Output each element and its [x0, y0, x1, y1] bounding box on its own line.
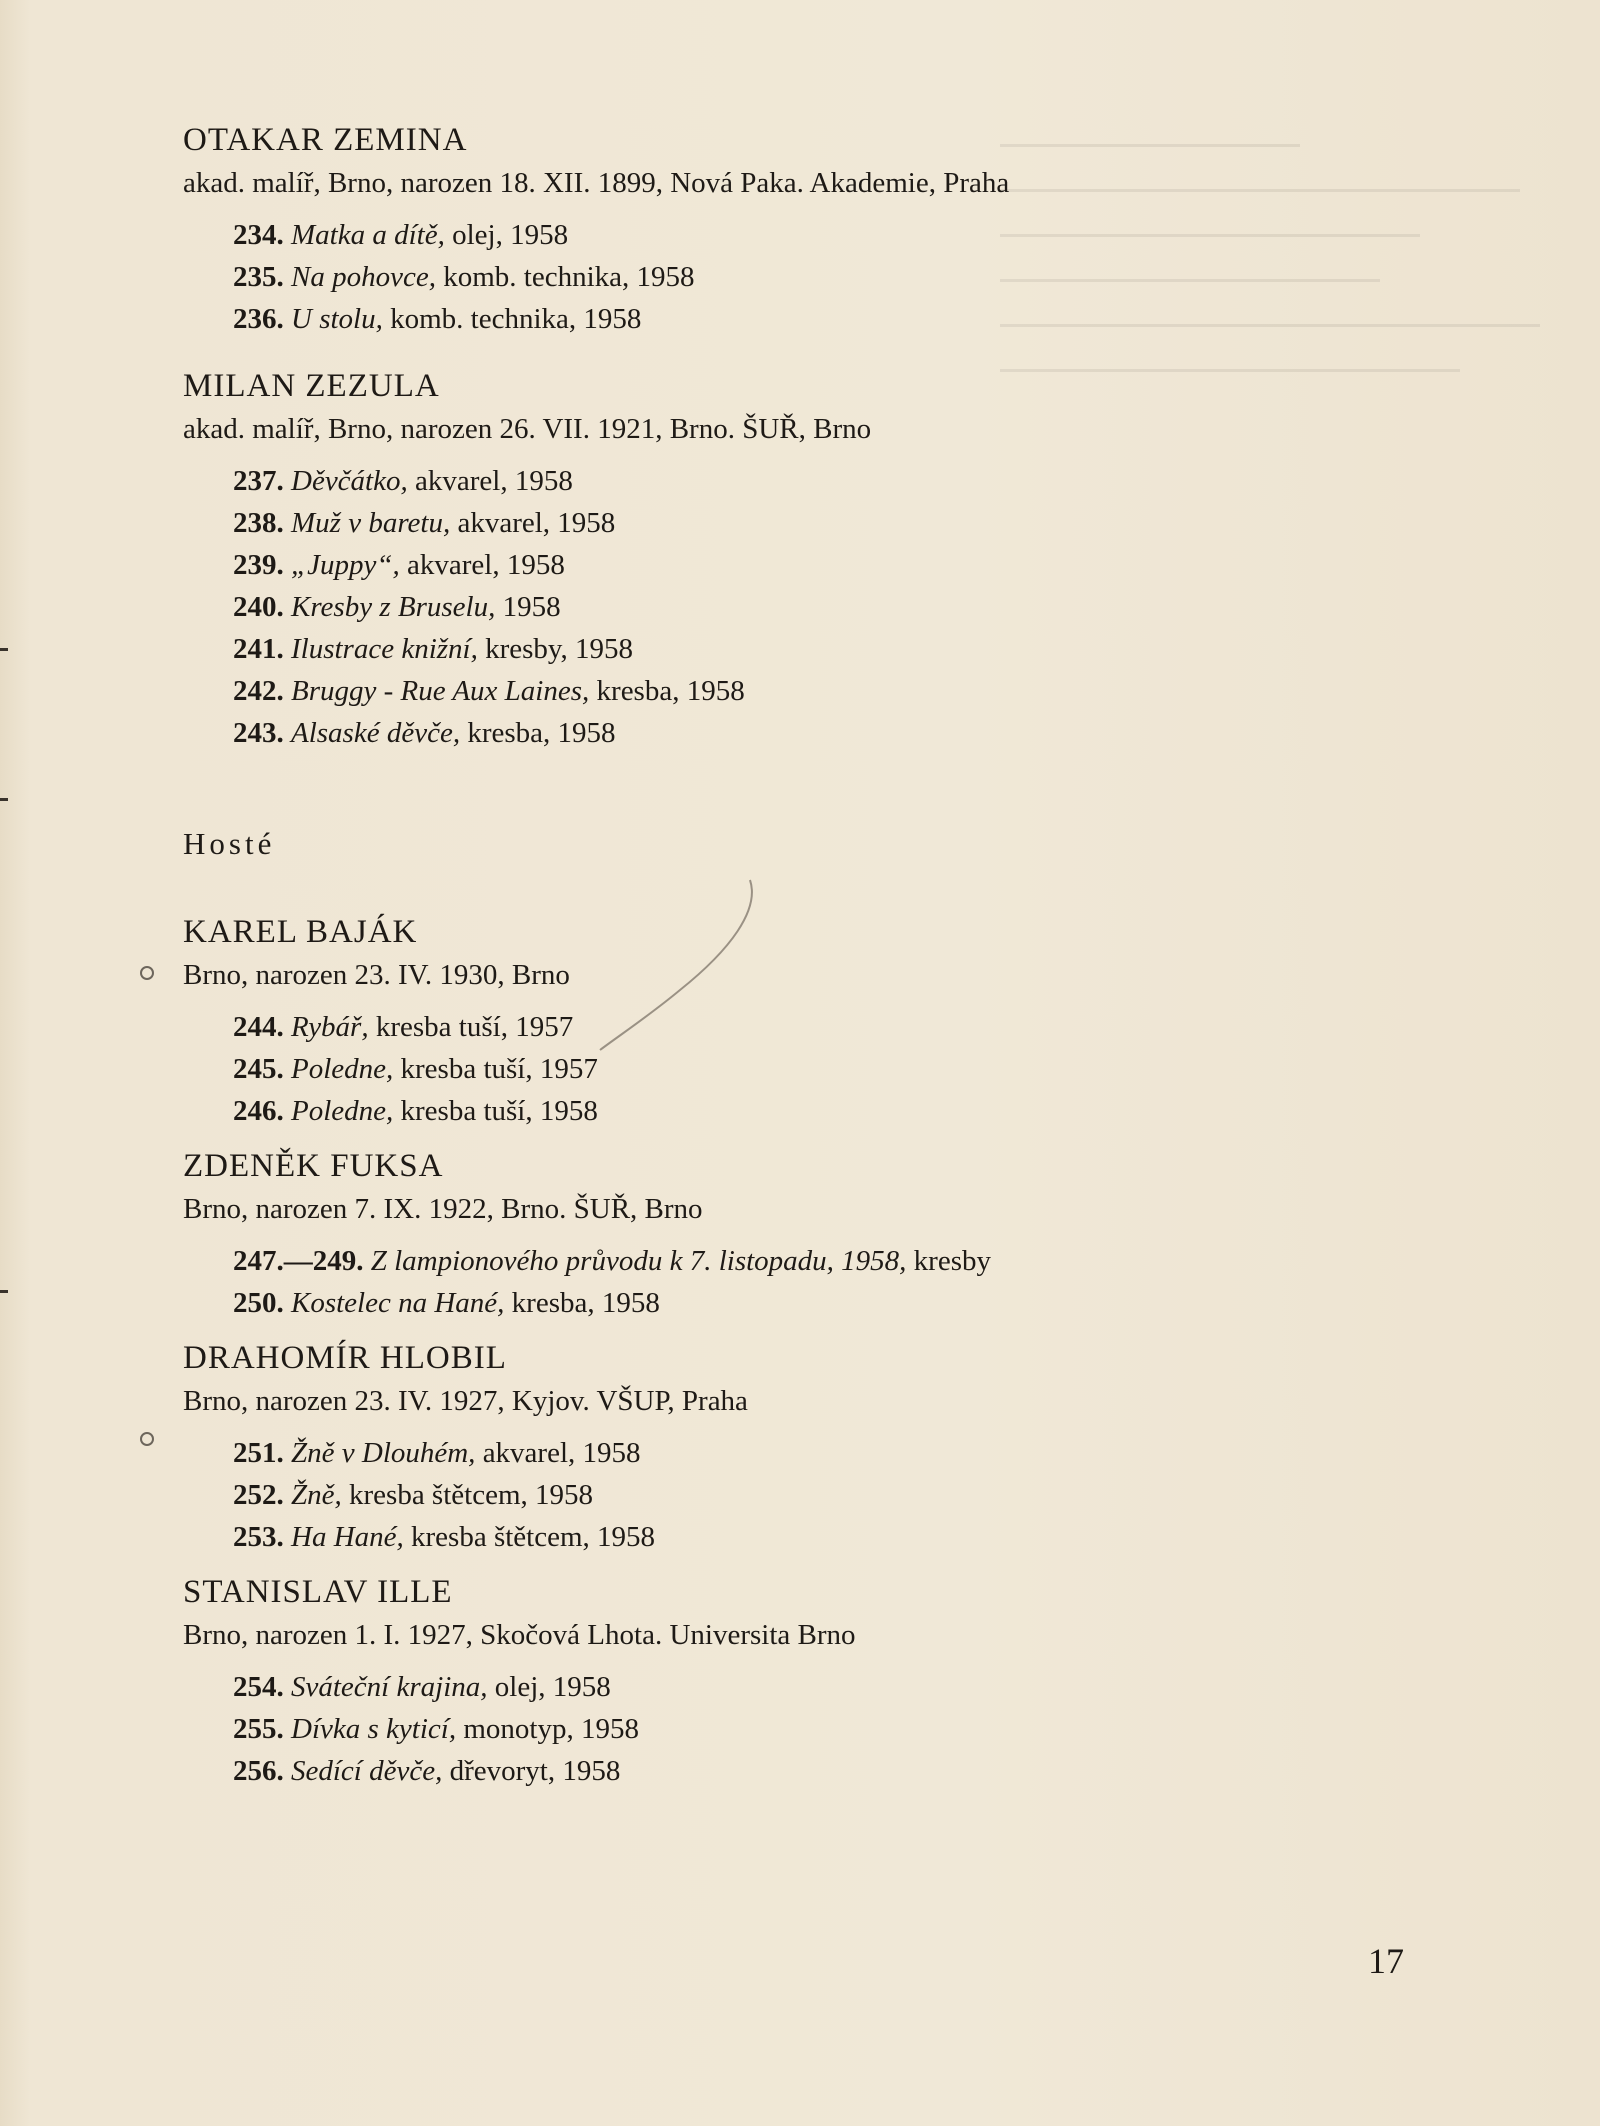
- artwork-item: 241. Ilustrace knižní, kresby, 1958: [233, 633, 634, 665]
- artwork-item: 243. Alsaské děvče, kresba, 1958: [233, 717, 616, 749]
- artwork-item: 246. Poledne, kresba tuší, 1958: [233, 1095, 598, 1127]
- artwork-item: 238. Muž v baretu, akvarel, 1958: [233, 507, 616, 539]
- artist-name: STANISLAV ILLE: [183, 1574, 453, 1610]
- artwork-item: 245. Poledne, kresba tuší, 1957: [233, 1053, 598, 1085]
- artwork-item: 239. „Juppy“, akvarel, 1958: [233, 549, 565, 581]
- artist-info: Brno, narozen 23. IV. 1930, Brno: [183, 959, 570, 991]
- edge-mark: [0, 648, 8, 651]
- artist-info: Brno, narozen 1. I. 1927, Skočová Lhota. Universita Brno: [183, 1619, 856, 1651]
- artist-section: [183, 364, 1443, 754]
- artwork-item: 251. Žně v Dlouhém, akvarel, 1958: [233, 1437, 641, 1469]
- artwork-item: 253. Ha Hané, kresba štětcem, 1958: [233, 1521, 656, 1553]
- catalog-content: [183, 118, 1443, 1804]
- artist-info: akad. malíř, Brno, narozen 18. XII. 1899, Nová Paka. Akademie, Praha: [183, 167, 1010, 199]
- pencil-margin-mark: [140, 1432, 154, 1446]
- artwork-item: 252. Žně, kresba štětcem, 1958: [233, 1479, 594, 1511]
- artwork-item: 256. Sedící děvče, dřevoryt, 1958: [233, 1755, 621, 1787]
- artist-name: KAREL BAJÁK: [183, 914, 418, 950]
- artist-name: OTAKAR ZEMINA: [183, 122, 468, 158]
- artwork-item: 250. Kostelec na Hané, kresba, 1958: [233, 1287, 660, 1319]
- page-number: 17: [1368, 1941, 1404, 1981]
- guest-section: [183, 1336, 1443, 1558]
- edge-mark: [0, 798, 8, 801]
- artist-name: ZDENĚK FUKSA: [183, 1148, 444, 1184]
- artwork-item: 254. Sváteční krajina, olej, 1958: [233, 1671, 611, 1703]
- artist-section: [183, 118, 1443, 340]
- artwork-item: 244. Rybář, kresba tuší, 1957: [233, 1011, 574, 1043]
- artwork-list: [183, 460, 1443, 754]
- artwork-item: 236. U stolu, komb. technika, 1958: [233, 303, 642, 335]
- artist-name: MILAN ZEZULA: [183, 368, 440, 404]
- guests-heading: Hosté: [183, 826, 276, 861]
- guest-section: [183, 1144, 1443, 1324]
- artwork-item: 237. Děvčátko, akvarel, 1958: [233, 465, 573, 497]
- artwork-item: 247.—249. Z lampionového průvodu k 7. listopadu, 1958, kresby: [233, 1245, 991, 1277]
- artwork-item: 240. Kresby z Bruselu, 1958: [233, 591, 561, 623]
- artwork-list: [183, 1432, 1443, 1558]
- artwork-list: [183, 1240, 1443, 1324]
- edge-mark: [0, 1290, 8, 1293]
- artwork-item: 255. Dívka s kyticí, monotyp, 1958: [233, 1713, 639, 1745]
- pencil-margin-mark: [140, 966, 154, 980]
- artist-info: Brno, narozen 7. IX. 1922, Brno. ŠUŘ, Brno: [183, 1193, 703, 1225]
- artwork-item: 234. Matka a dítě, olej, 1958: [233, 219, 569, 251]
- artwork-item: 242. Bruggy - Rue Aux Laines, kresba, 1958: [233, 675, 745, 707]
- guest-section: [183, 910, 1443, 1132]
- artwork-item: 235. Na pohovce, komb. technika, 1958: [233, 261, 695, 293]
- artwork-list: [183, 214, 1443, 340]
- artwork-list: [183, 1006, 1443, 1132]
- artist-name: DRAHOMÍR HLOBIL: [183, 1340, 507, 1376]
- artwork-list: [183, 1666, 1443, 1792]
- guest-section: [183, 1570, 1443, 1792]
- artist-info: Brno, narozen 23. IV. 1927, Kyjov. VŠUP, Praha: [183, 1385, 748, 1417]
- artist-info: akad. malíř, Brno, narozen 26. VII. 1921, Brno. ŠUŘ, Brno: [183, 413, 872, 445]
